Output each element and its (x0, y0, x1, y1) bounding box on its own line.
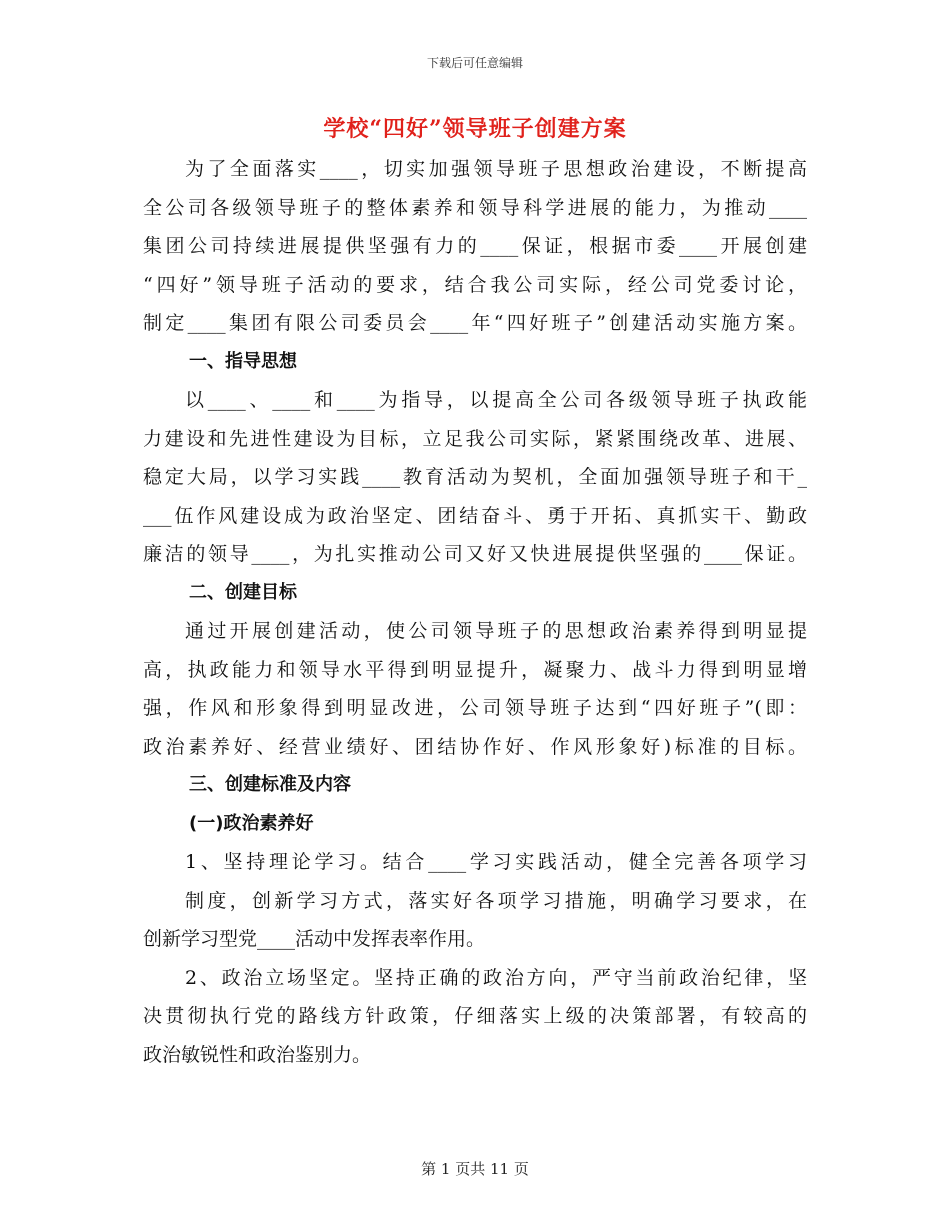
paragraph-line: 力建设和先进性建设为目标，立足我公司实际，紧紧围绕改革、进展、 (143, 427, 807, 450)
paragraph-line: 制定____集团有限公司委员会____年“四好班子”创建活动实施方案。 (143, 312, 807, 334)
paragraph-line: 政治素养好、经营业绩好、团结协作好、作风形象好)标准的目标。 (143, 735, 807, 758)
paragraph-line: 决贯彻执行党的路线方针政策，仔细落实上级的决策部署，有较高的 (143, 1005, 807, 1027)
document-title: 学校“四好”领导班子创建方案 (323, 116, 627, 142)
paragraph-line: 廉洁的领导____，为扎实推动公司又好又快进展提供坚强的____保证。 (143, 543, 807, 565)
header-note: 下载后可任意编辑 (426, 56, 523, 70)
paragraph-line: 1、坚持理论学习。结合____学习实践活动，健全完善各项学习 (185, 851, 807, 873)
paragraph-line: 集团公司持续进展提供坚强有力的____保证，根据市委____开展创建 (143, 235, 807, 257)
paragraph-line: 2、政治立场坚定。坚持正确的政治方向，严守当前政治纪律，坚 (185, 966, 807, 989)
paragraph-line: 通过开展创建活动，使公司领导班子的思想政治素养得到明显提 (185, 620, 807, 642)
paragraph-line: 高，执政能力和领导水平得到明显提升，凝聚力、战斗力得到明显增 (143, 658, 807, 681)
paragraph-line: 为了全面落实____，切实加强领导班子思想政治建设，不断提高 (185, 158, 807, 180)
paragraph-line: 全公司各级领导班子的整体素养和领导科学进展的能力，为推动____ (143, 196, 807, 219)
paragraph-line: ___伍作风建设成为政治坚定、团结奋斗、勇于开拓、真抓实干、勤政 (143, 504, 807, 527)
section-heading-standards: 三、创建标准及内容 (189, 774, 351, 795)
paragraph-line: “四好”领导班子活动的要求，结合我公司实际，经公司党委讨论， (143, 273, 807, 296)
subsection-heading-political-quality: (一)政治素养好 (189, 812, 314, 834)
paragraph-line: 强，作风和形象得到明显改进，公司领导班子达到“四好班子”(即： (143, 697, 807, 719)
paragraph-line: 以____、____和____为指导，以提高全公司各级领导班子执政能 (185, 389, 807, 411)
document-body (143, 150, 807, 1074)
paragraph-line: 制度，创新学习方式，落实好各项学习措施，明确学习要求，在 (185, 889, 807, 912)
page-footer: 第 1 页共 11 页 (421, 1160, 529, 1178)
paragraph-line: 政治敏锐性和政治鉴别力。 (143, 1043, 372, 1066)
section-heading-goals: 二、创建目标 (189, 581, 297, 603)
paragraph-line: 创新学习型党____活动中发挥表率作用。 (143, 928, 486, 950)
paragraph-line: 稳定大局，以学习实践____教育活动为契机，全面加强领导班子和干_ (143, 466, 807, 488)
section-heading-guiding-thought: 一、指导思想 (189, 350, 297, 372)
